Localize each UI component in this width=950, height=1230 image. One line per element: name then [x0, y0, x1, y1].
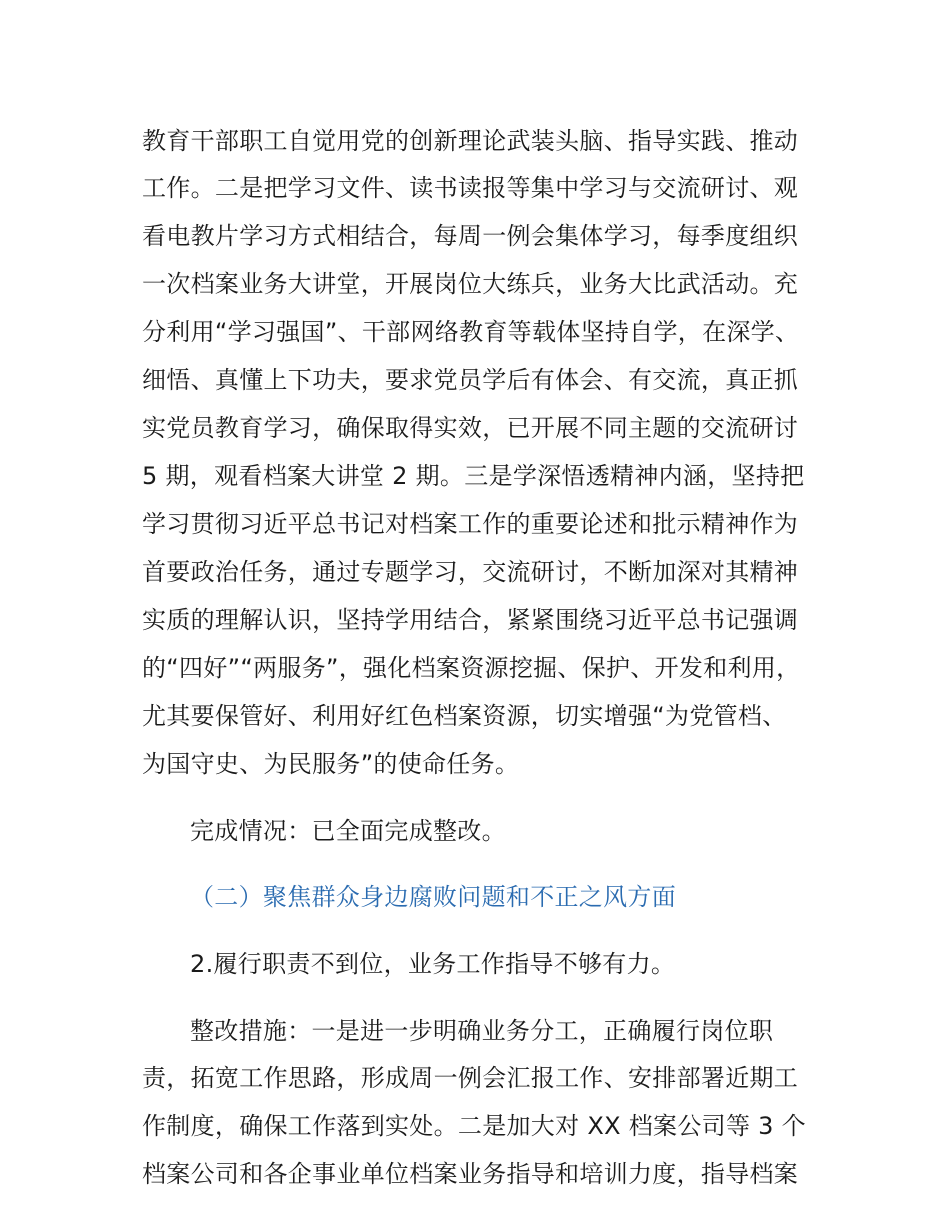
text-line: 一次档案业务大讲堂，开展岗位大练兵，业务大比武活动。充: [142, 270, 799, 298]
text-line: 看电教片学习方式相结合，每周一例会集体学习，每季度组织: [142, 222, 799, 250]
text-line: 尤其要保管好、利用好红色档案资源，切实增强“为党管档、: [142, 702, 787, 730]
text-line: 分利用“学习强国”、干部网络教育等载体坚持自学，在深学、: [142, 318, 800, 346]
section-heading: （二）聚焦群众身边腐败问题和不正之风方面: [190, 883, 676, 911]
text-line: 学习贯彻习近平总书记对档案工作的重要论述和批示精神作为: [142, 510, 799, 538]
text-line: 首要政治任务，通过专题学习，交流研讨，不断加深对其精神: [142, 558, 799, 586]
text-line: 5 期，观看档案大讲堂 2 期。三是学深悟透精神内涵，坚持把: [142, 462, 805, 490]
text-line: 为国守史、为民服务”的使命任务。: [142, 750, 520, 778]
completion-status: 完成情况：已全面完成整改。: [190, 817, 506, 845]
text-line: 的“四好”“两服务”，强化档案资源挖掘、保护、开发和利用，: [142, 654, 801, 682]
text-line: 作制度，确保工作落到实处。二是加大对 XX 档案公司等 3 个: [142, 1112, 806, 1140]
text-line: 教育干部职工自觉用党的创新理论武装头脑、指导实践、推动: [142, 127, 799, 155]
text-line: 实质的理解认识，坚持学用结合，紧紧围绕习近平总书记强调: [142, 606, 799, 634]
text-line: 整改措施：一是进一步明确业务分工，正确履行岗位职: [190, 1017, 774, 1045]
text-line: 细悟、真懂上下功夫，要求党员学后有体会、有交流，真正抓: [142, 366, 799, 394]
text-line: 工作。二是把学习文件、读书读报等集中学习与交流研讨、观: [142, 174, 799, 202]
text-line: 责，拓宽工作思路，形成周一例会汇报工作、安排部署近期工: [142, 1064, 799, 1092]
item-title: 2.履行职责不到位，业务工作指导不够有力。: [190, 950, 676, 978]
text-line: 实党员教育学习，确保取得实效，已开展不同主题的交流研讨: [142, 414, 799, 442]
text-line: 档案公司和各企事业单位档案业务指导和培训力度，指导档案: [142, 1160, 799, 1188]
